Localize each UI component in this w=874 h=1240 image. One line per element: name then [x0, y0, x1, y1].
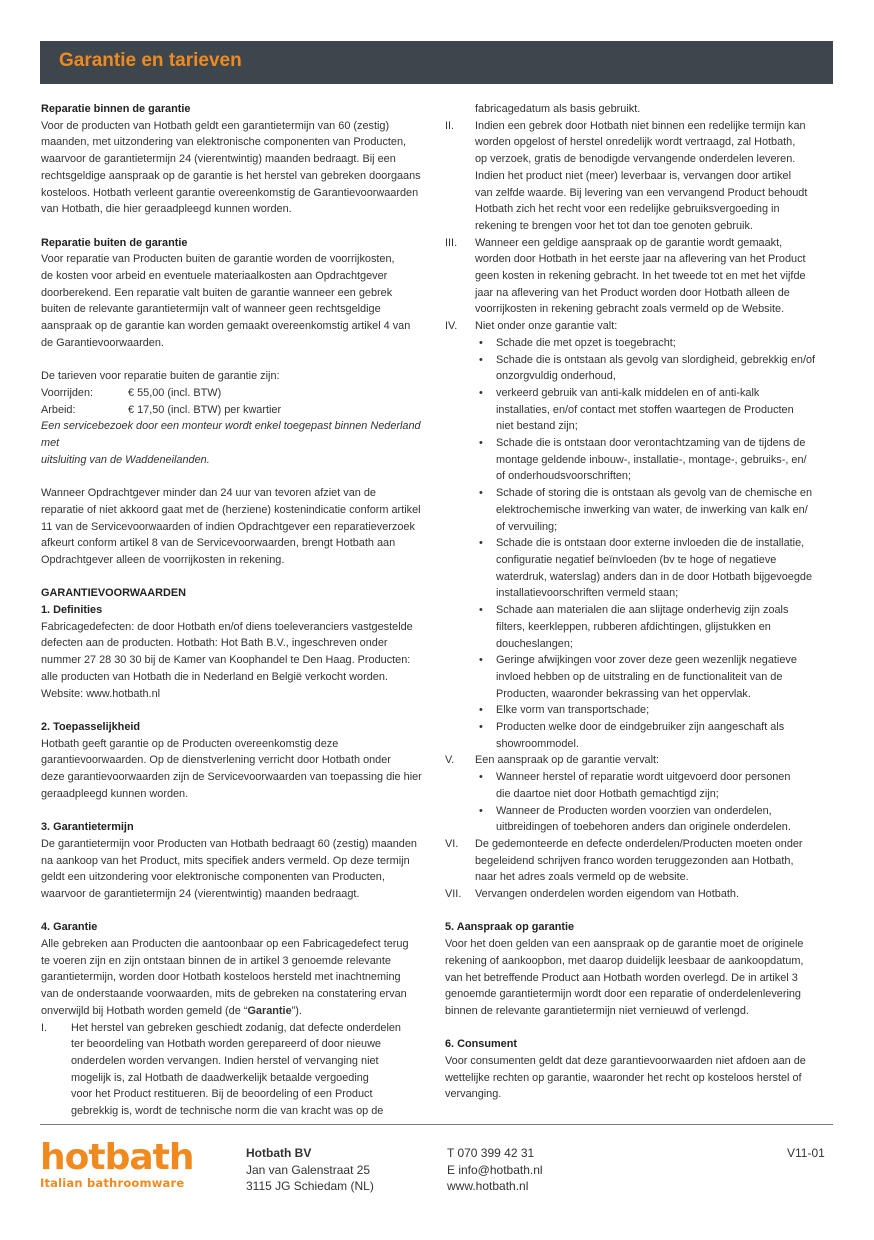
- article-6-body: [445, 1053, 837, 1103]
- text-line: worden door Hotbath in het eerste jaar na aflevering van het Product: [475, 253, 806, 266]
- clause-II: [445, 118, 837, 235]
- text-line: De garantietermijn voor Producten van Hotbath bedraagt 60 (zestig) maanden: [41, 837, 417, 850]
- clause-number: VII.: [445, 888, 462, 901]
- text-line: Wanneer een geldige aanspraak op de garantie wordt gemaakt,: [475, 236, 783, 249]
- hotbath-logo: [40, 1137, 200, 1196]
- text-line: [41, 1003, 433, 1020]
- bullet-icon: •: [479, 771, 483, 784]
- text-fragment: onverwijld bij Hotbath worden gemeld (de “: [41, 1004, 248, 1017]
- bullet-icon: •: [479, 804, 483, 817]
- clause-title: Niet onder onze garantie valt:: [475, 320, 618, 333]
- clause-I-continued: [445, 101, 837, 118]
- text-line: 11 van de Servicevoorwaarden of indien Opdrachtgever een reparatieverzoek: [41, 520, 415, 533]
- tariff-value: € 55,00 (incl. BTW): [128, 386, 222, 399]
- clause-IV: [445, 318, 837, 335]
- text-line: installaties, en/of contact met stoffen waartegen de Producten: [496, 403, 794, 416]
- article-1-body: [41, 619, 433, 703]
- conditions-heading: GARANTIEVOORWAARDEN: [41, 587, 187, 600]
- text-line: afkeurt conform artikel 8 van de Servicevoorwaarden, brengt Hotbath aan: [41, 537, 396, 550]
- text-line: vervanging.: [445, 1088, 502, 1101]
- section-title-repair-outside: Reparatie buiten de garantie: [41, 236, 188, 249]
- clause-I: [41, 1020, 433, 1120]
- logo-tagline: Italian bathroomware: [40, 1176, 185, 1190]
- text-line: Schade of storing die is ontstaan als gevolg van de chemische en: [496, 487, 813, 500]
- exclusion-list: [445, 335, 837, 753]
- text-line: Voor de producten van Hotbath geldt een garantietermijn van 60 (zestig): [41, 119, 390, 132]
- list-item: [475, 719, 837, 752]
- text-line: installatievoorschriften vermeld staan;: [496, 587, 679, 600]
- text-line: Schade die is ontstaan door externe invloeden die de installatie,: [496, 537, 805, 550]
- text-line: showroommodel.: [496, 737, 579, 750]
- text-line: begeleidend schrijven franco worden teruggezonden aan Hotbath,: [475, 854, 794, 867]
- text-line: wettelijke rechten op garantie, waaronder het recht op kosteloos herstel of: [445, 1071, 802, 1084]
- bullet-icon: •: [479, 336, 483, 349]
- bullet-icon: •: [479, 604, 483, 617]
- text-line: gebrekkig is, wordt de technische norm die van kracht was op de: [71, 1105, 384, 1118]
- text-line: niet bestand zijn;: [496, 420, 578, 433]
- text-line: geldt een uitzondering voor elektronische componenten van Producten,: [41, 871, 385, 884]
- email-address[interactable]: E info@hotbath.nl: [447, 1162, 543, 1177]
- section-title-repair-within: Reparatie binnen de garantie: [41, 103, 191, 115]
- article-2-title: 2. Toepasselijkheid: [41, 720, 141, 733]
- text-line: filters, keerkleppen, rubberen afdichtingen, glijstukken en: [496, 620, 771, 633]
- text-line: de Garantievoorwaarden.: [41, 336, 164, 349]
- tariff-note: Een servicebezoek door een monteur wordt enkel toegepast binnen Nederland met: [41, 420, 421, 450]
- text-line: Alle gebreken aan Producten die aantoonbaar op een Fabricagedefect terug: [41, 938, 409, 951]
- address-line: 3115 JG Schiedam (NL): [246, 1179, 374, 1193]
- clause-number: II.: [445, 119, 455, 132]
- left-column: [41, 101, 433, 1120]
- article-3-body: [41, 836, 433, 903]
- text-line: Schade die met opzet is toegebracht;: [496, 336, 676, 349]
- clause-number: V.: [445, 754, 455, 767]
- text-line: Website: www.hotbath.nl: [41, 687, 161, 700]
- text-line: geraadpleegd kunnen worden.: [41, 787, 189, 800]
- tariff-value: € 17,50 (incl. BTW) per kwartier: [128, 403, 282, 416]
- text-line: de kosten voor arbeid en eventuele materiaalkosten aan Opdrachtgever: [41, 270, 388, 283]
- list-item: [475, 702, 837, 719]
- article-4-title: 4. Garantie: [41, 921, 98, 934]
- tariff-intro: De tarieven voor reparatie buiten de garantie zijn:: [41, 370, 280, 383]
- cancellation-paragraph: [41, 485, 433, 569]
- text-line: invloed hebben op de uitstraling en de functionaliteit van de: [496, 670, 783, 683]
- garantie-term: Garantie: [247, 1004, 292, 1017]
- text-line: Opdrachtgever alleen de voorrijkosten in rekening.: [41, 553, 285, 566]
- text-line: Schade die is ontstaan als gevolg van slordigheid, gebrekkig en/of: [496, 353, 816, 366]
- article-4-body: [41, 936, 433, 1020]
- text-line: die daartoe niet door Hotbath gemachtigd zijn;: [496, 787, 719, 800]
- clause-title: Een aanspraak op de garantie vervalt:: [475, 754, 660, 767]
- text-line: Wanneer de Producten worden voorzien van onderdelen,: [496, 804, 772, 817]
- text-line: Hotbath geeft garantie op de Producten overeenkomstig deze: [41, 737, 339, 750]
- list-item: [475, 769, 837, 802]
- company-name: Hotbath BV: [246, 1146, 312, 1160]
- page-title: Garantie en tarieven: [59, 50, 242, 71]
- text-line: Indien een gebrek door Hotbath niet binnen een redelijke termijn kan: [475, 119, 806, 132]
- text-line: Voor consumenten geldt dat deze garantievoorwaarden niet afdoen aan de: [445, 1055, 806, 1068]
- text-line: alle producten van Hotbath die in Nederland en België verkocht worden.: [41, 670, 388, 683]
- clause-VII: [445, 886, 837, 903]
- tariff-label: Voorrijden:: [41, 386, 94, 399]
- website-link[interactable]: www.hotbath.nl: [447, 1179, 529, 1193]
- right-column: [445, 101, 837, 1103]
- clause-V: [445, 752, 837, 769]
- text-line: reparatie of niet akkoord gaat met de (herziene) kostenindicatie conform artikel: [41, 503, 421, 516]
- text-line: maanden, met uitzondering van elektronische componenten van Producten,: [41, 136, 407, 149]
- text-line: mogelijk is, zal Hotbath de daadwerkelijk betaalde vergoeding: [71, 1071, 369, 1084]
- text-line: doucheslangen;: [496, 637, 573, 650]
- text-line: De gedemonteerde en defecte onderdelen/Producten moeten onder: [475, 837, 803, 850]
- text-line: onderdelen worden vervangen. Indien herstel of vervanging niet: [71, 1054, 379, 1067]
- list-item: [475, 652, 837, 702]
- phone-number: T 070 399 42 31: [447, 1146, 535, 1160]
- article-1-title: 1. Definities: [41, 604, 103, 617]
- tariff-note: uitsluiting van de Waddeneilanden.: [41, 453, 210, 466]
- clause-number: III.: [445, 236, 458, 249]
- text-line: of vervuiling;: [496, 520, 558, 533]
- tariff-label: Arbeid:: [41, 403, 76, 416]
- text-line: van zelfde waarde. Bij levering van een vervangend Product behoudt: [475, 186, 808, 199]
- logo-wordmark: hotbath: [40, 1137, 194, 1178]
- text-line: Producten welke door de eindgebruiker zijn aangeschaft als: [496, 721, 785, 734]
- text-line: van de onderstaande voorwaarden, mits de gebreken na constatering ervan: [41, 988, 407, 1001]
- text-line: Voor het doen gelden van een aanspraak op de garantie moet de originele: [445, 938, 804, 951]
- bullet-icon: •: [479, 537, 483, 550]
- article-5-body: [445, 936, 837, 1020]
- bullet-icon: •: [479, 654, 483, 667]
- text-line: worden opgelost of herstel onredelijk wordt vertraagd, zal Hotbath,: [475, 136, 796, 149]
- text-line: voor het Product restitueren. Bij de beoordeling of een Product: [71, 1088, 373, 1101]
- text-line: aanspraak op de garantie kan worden gemaakt overeenkomstig artikel 4 van: [41, 320, 411, 333]
- bullet-icon: •: [479, 386, 483, 399]
- article-3-title: 3. Garantietermijn: [41, 821, 134, 834]
- section-body-repair-outside: [41, 251, 433, 351]
- text-line: uitbreidingen of toebehoren anders dan originele onderdelen.: [496, 821, 791, 834]
- contact-info: [447, 1145, 543, 1195]
- text-line: te voeren zijn en zijn ontstaan binnen de in artikel 3 genoemde relevante: [41, 954, 391, 967]
- clause-number: VI.: [445, 837, 459, 850]
- list-item: [475, 485, 837, 535]
- text-line: ter beoordeling van Hotbath worden gerepareerd of door nieuwe: [71, 1038, 381, 1051]
- text-line: Wanneer Opdrachtgever minder dan 24 uur van tevoren afziet van de: [41, 487, 376, 500]
- footer-divider: [40, 1124, 833, 1125]
- text-line: op verzoek, gratis de benodigde vervangende onderdelen leveren.: [475, 153, 796, 166]
- article-2-body: [41, 736, 433, 803]
- text-line: waarvoor de garantietermijn 24 (vierentwintig) maanden bedraagt.: [41, 887, 360, 900]
- text-line: rechtsgeldige aanspraak op de garantie is het herstel van gebreken doorgaans: [41, 169, 421, 182]
- tariff-row: [41, 385, 433, 402]
- text-line: voorrijkosten in rekening gebracht zoals vermeld op de Website.: [475, 303, 785, 316]
- text-line: Voor reparatie van Producten buiten de garantie worden de voorrijkosten,: [41, 253, 395, 266]
- text-line: binnen de relevante garantietermijn niet vernieuwd of verlengd.: [445, 1004, 749, 1017]
- text-line: Geringe afwijkingen voor zover deze geen wezenlijk negatieve: [496, 654, 797, 667]
- bullet-icon: •: [479, 721, 483, 734]
- article-6-title: 6. Consument: [445, 1038, 518, 1051]
- text-line: deze garantievoorwaarden zijn de Servicevoorwaarden van toepassing die hier: [41, 771, 422, 784]
- list-item: [475, 803, 837, 836]
- text-line: rekening of aankoopbon, met daarop duidelijk leesbaar de aankoopdatum,: [445, 954, 804, 967]
- article-5-title: 5. Aanspraak op garantie: [445, 921, 575, 934]
- text-line: naar het adres zoals vermeld op de website.: [475, 871, 689, 884]
- text-line: defecten aan de producten. Hotbath: Hot Bath B.V., ingeschreven onder: [41, 637, 388, 650]
- clause-number: IV.: [445, 320, 458, 333]
- company-address: [246, 1145, 374, 1195]
- text-line: Schade aan materialen die aan slijtage onderhevig zijn zoals: [496, 604, 789, 617]
- text-line: garantietermijn, worden door Hotbath kosteloos hersteld met inachtneming: [41, 971, 401, 984]
- text-line: Producten, waaronder bekrassing van het oppervlak.: [496, 687, 751, 700]
- list-item: [475, 535, 837, 602]
- text-line: Indien het product niet (meer) leverbaar is, vervangen door artikel: [475, 169, 791, 182]
- text-line: Het herstel van gebreken geschiedt zodanig, dat defecte onderdelen: [71, 1021, 401, 1034]
- text-line: nummer 27 28 30 30 bij de Kamer van Koophandel te Den Haag. Producten:: [41, 654, 411, 667]
- text-line: montage geldende inbouw-, installatie-, montage-, gebruiks-, en/: [496, 453, 807, 466]
- text-line: garantievoorwaarden. Op de dienstverlening verricht door Hotbath onder: [41, 754, 391, 767]
- bullet-icon: •: [479, 437, 483, 450]
- section-body-repair-within: [41, 118, 433, 218]
- text-line: na aankoop van het Product, mits specifiek anders vermeld. Op deze termijn: [41, 854, 410, 867]
- text-line: configuratie negatief beïnvloeden (bv te hoge of negatieve: [496, 553, 777, 566]
- bullet-icon: •: [479, 487, 483, 500]
- void-conditions-list: [445, 769, 837, 836]
- text-line: doorberekend. Een reparatie valt buiten de garantie wanneer een gebrek: [41, 286, 393, 299]
- text-line: geen kosten in rekening gebracht. In het tweede tot en met het vijfde: [475, 270, 806, 283]
- text-line: onzorgvuldig onderhoud,: [496, 370, 616, 383]
- clause-VI: [445, 836, 837, 886]
- clause-III: [445, 235, 837, 319]
- text-line: of onderhoudsvoorschriften;: [496, 470, 632, 483]
- text-fragment: ”).: [291, 1004, 302, 1017]
- text-line: Wanneer herstel of reparatie wordt uitgevoerd door personen: [496, 771, 791, 784]
- text-line: waterdruk, waterslag) anders dan in de door Hotbath bijgevoegde: [496, 570, 813, 583]
- text-line: genoemde garantietermijn wordt door een reparatie of onderdelenlevering: [445, 988, 801, 1001]
- text-line: Vervangen onderdelen worden eigendom van Hotbath.: [475, 888, 739, 901]
- text-line: Hotbath zich het recht voor een redelijke gebruiksvergoeding in: [475, 203, 780, 216]
- text-line: jaar na aflevering van het Product worden door Hotbath alleen de: [475, 286, 790, 299]
- document-version: V11-01: [787, 1146, 825, 1160]
- list-item: [475, 352, 837, 385]
- text-line: buiten de relevante garantietermijn valt of wanneer geen rechtsgeldige: [41, 303, 381, 316]
- text-line: Elke vorm van transportschade;: [496, 704, 650, 717]
- list-item: [475, 385, 837, 435]
- tariff-row: [41, 402, 433, 419]
- list-item: [475, 602, 837, 652]
- text-line: waarvoor de garantietermijn 24 (vierentwintig) maanden bedraagt. Bij een: [41, 153, 396, 166]
- text-line: Schade die is ontstaan door verontachtzaming van de tijdens de: [496, 437, 806, 450]
- bullet-icon: •: [479, 353, 483, 366]
- text-line: verkeerd gebruik van anti-kalk middelen en of anti-kalk: [496, 386, 760, 399]
- header-bar: [40, 41, 833, 84]
- text-line: van het betreffende Product aan Hotbath worden overlegd. De in artikel 3: [445, 971, 798, 984]
- text-line: elektrochemische inwerking van water, de inwerking van kalk en/: [496, 503, 808, 516]
- bullet-icon: •: [479, 704, 483, 717]
- list-item: [475, 335, 837, 352]
- text-line: Fabricagedefecten: de door Hotbath en/of diens toeleveranciers vastgestelde: [41, 620, 413, 633]
- list-item: [475, 435, 837, 485]
- text-line: fabricagedatum als basis gebruikt.: [475, 103, 641, 115]
- clause-number: I.: [41, 1021, 48, 1034]
- text-line: rekening te brengen voor het tot dan toe genoten gebruik.: [475, 219, 753, 232]
- address-line: Jan van Galenstraat 25: [246, 1162, 371, 1177]
- text-line: kosteloos. Hotbath verleent garantie overeenkomstig de Garantievoorwaarden: [41, 186, 419, 199]
- text-line: van Hotbath, die hier geraadpleegd kunnen worden.: [41, 203, 292, 216]
